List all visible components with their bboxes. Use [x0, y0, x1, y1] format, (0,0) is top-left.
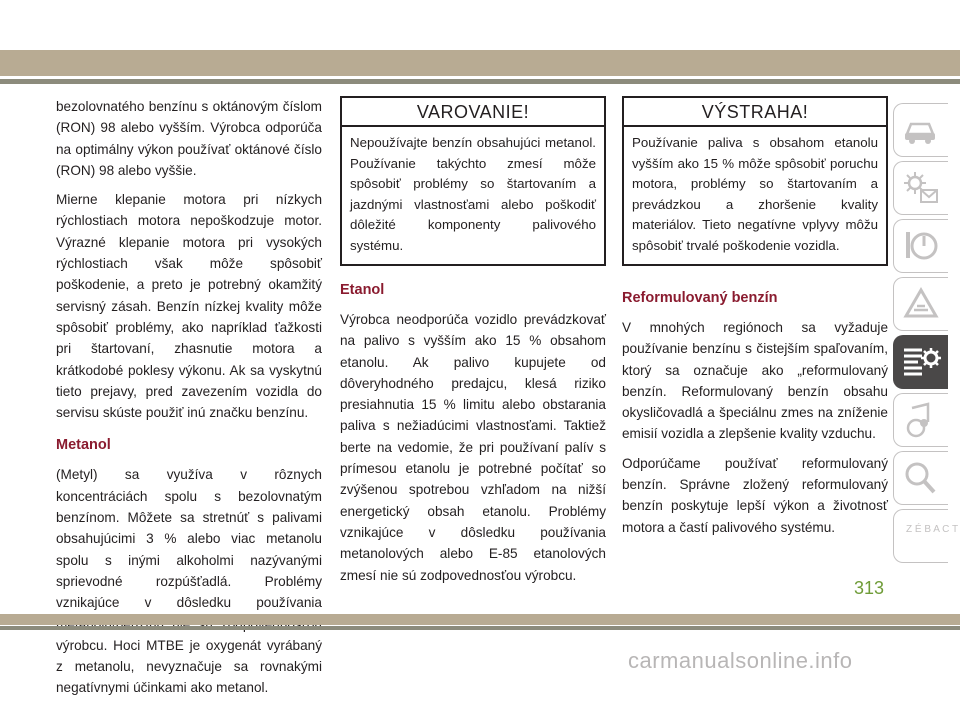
tab-dashboard[interactable]: [893, 219, 948, 273]
paragraph: bezolovnatého benzínu s oktánovým číslom (RON) 98 alebo vyšším. Výrobca odporúča na optimálny výkon používať oktánové číslo (RON) 98 alebo vyššie.: [56, 99, 322, 178]
search-icon: [902, 460, 940, 496]
index-letters: Z É B A C T: [906, 524, 959, 535]
tab-vehicle[interactable]: [893, 103, 948, 157]
section-heading-metanol: Metanol: [56, 437, 111, 454]
service-gear-icon: [902, 344, 942, 380]
warning-box-title: VAROVANIE!: [342, 98, 604, 127]
paragraph: Mierne klepanie motora pri nízkych rýchlostiach motora nepoškodzuje motor. Výrazné klepanie motora pri vysokých rýchlostiach však môže spôsobiť poškodenie, a preto je potrebný okamžitý servisný zásah. Benzín nízkej kvality môže spôsobiť problémy, ako napríklad ťažkosti pri štartovaní, zhasnutie motora a krátkodobé poklesy výkonu. Ak sa vyskytnú tieto prejavy, pred zavezením vozidla do servisu skúste použiť inú značku benzínu.: [56, 192, 322, 421]
warning-box: [340, 96, 606, 266]
column-right: [622, 96, 888, 546]
page-number: 313: [854, 578, 885, 598]
paragraph: Výrobca neodporúča vozidlo prevádzkovať na palivo s vyšším ako 15 % obsahom etanolu. Ak palivo kupujete od dôveryhodného predajcu, klesá riziko presiahnutia 15 % limitu alebo obstarania paliva s nežiadúcimi vlastnosťami. Taktiež berte na vedomie, že pri používaní palív s prímesou etanolu je potrebné počítať so zvýšenou spotrebou vzhľadom na nižší energetický obsah etanolu. Problémy vznikajúce v dôsledku používania metanolových alebo E-85 etanolových zmesí nie sú zodpovednosťou výrobcu.: [340, 312, 606, 583]
tab-safety[interactable]: [893, 277, 948, 331]
car-icon: [902, 112, 940, 148]
footer-rule: [0, 626, 960, 630]
alphabet-index-icon: [902, 518, 959, 554]
header-rule: [0, 79, 960, 84]
chapter-tabs: [893, 103, 960, 567]
header-band: [0, 50, 960, 76]
gauge-icon: [902, 228, 940, 264]
tab-alphabetical[interactable]: [893, 509, 959, 563]
tab-lights-messages[interactable]: [893, 161, 948, 215]
tab-multimedia[interactable]: [893, 393, 948, 447]
warning-box-text: Nepoužívajte benzín obsahujúci metanol. Používanie takýchto zmesí môže spôsobiť problémy so štartovaním a jazdnými vlastnosťami alebo poškodiť dôležité komponenty palivového systému.: [350, 135, 596, 253]
tab-service[interactable]: [893, 335, 948, 389]
caution-box-title: VÝSTRAHA!: [624, 98, 886, 127]
paragraph: Odporúčame používať reformulovaný benzín. Správne zložený reformulovaný benzín poskytuje lepší výkon a životnosť motora a častí palivového systému.: [622, 455, 888, 535]
caution-box-text: Používanie paliva s obsahom etanolu vyšším ako 15 % môže spôsobiť poruchu motora, problémy so štartovaním a prevádzkou a zhoršenie kvality materiálov. Tieto negatívne vplyvy môžu spôsobiť trvalé poškodenie vozidla.: [632, 135, 878, 253]
paragraph: V mnohých regiónoch sa vyžaduje používanie benzínu s čistejším spaľovaním, ktorý sa označuje ako „reformulovaný benzín. Reformulovaný benzín obsahu okysličovadlá a špeciálnu zmes na zníženie emisií vozidla a zlepšenie kvality vzduchu.: [622, 320, 888, 442]
section-heading-reformulated: Reformulovaný benzín: [622, 290, 778, 306]
music-nav-icon: [902, 402, 940, 438]
column-middle: [340, 96, 606, 594]
tab-index[interactable]: [893, 451, 948, 505]
watermark: carmanualsonline.info: [628, 648, 853, 673]
section-heading-etanol: Etanol: [340, 282, 385, 298]
top-margin: [0, 0, 960, 50]
sun-envelope-icon: [902, 170, 940, 206]
caution-box: [622, 96, 888, 266]
paragraph: (Metyl) sa využíva v rôznych koncentráciách spolu s bezolovnatým benzínom. Môžete sa stretnúť s palivami obsahujúcimi 3 % alebo viac metanolu spolu s inými alkoholmi nazývanými sprievodné rozpúšťadlá. Problémy vznikajúce v dôsledku používania výrobcu. Hoci MTBE je oxygenát vyrábaný z metanolu, nevyznačuje sa rovnakými negatívnymi účinkami ako metanol.: [56, 467, 322, 696]
footer-band: [0, 614, 960, 625]
warning-icon: [902, 286, 940, 322]
